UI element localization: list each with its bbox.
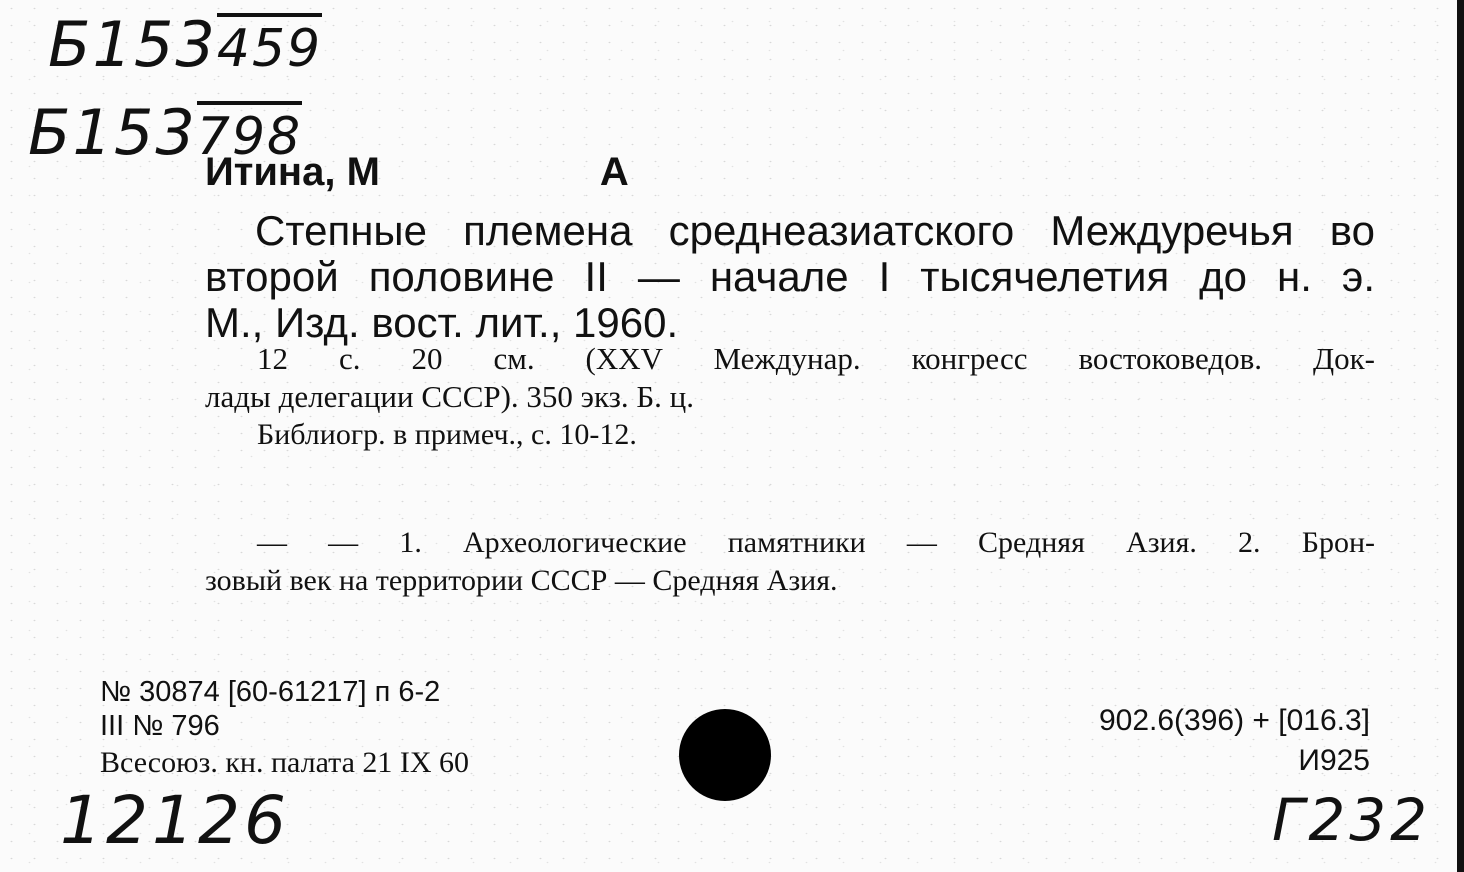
author-mark: И925 (1298, 744, 1370, 777)
subject-headings (205, 524, 1375, 600)
registration-chamber: Всесоюз. кн. палата 21 IX 60 (100, 746, 470, 779)
author-heading (205, 150, 629, 195)
author-surname: Итина, М (205, 150, 380, 194)
location-code: Г232 (1272, 786, 1432, 854)
registration-series: III № 796 (100, 710, 220, 742)
title-block (205, 208, 1375, 346)
description-line: лады делегации СССР). 350 экз. Б. ц. (205, 379, 695, 414)
card-edge (1457, 0, 1464, 872)
title-line: второй половине II — начале I тысячелетия до н. э. (205, 253, 1375, 300)
punch-hole (679, 709, 771, 801)
inventory-number: 12126 (60, 782, 290, 859)
author-initial: А (599, 150, 629, 194)
description-line: 12 с. 20 см. (XXV Междунар. конгресс востоковедов. Док- (257, 341, 1375, 376)
registration-number: № 30874 [60-61217] п 6-2 (100, 676, 441, 708)
shelf-mark-2-sub: 798 (197, 101, 302, 167)
classification-code: 902.6(396) + [016.3] (1098, 704, 1370, 737)
shelf-mark-1 (48, 8, 322, 81)
subject-line: зовый век на территории СССР — Средняя Азия. (205, 564, 838, 597)
shelf-mark-1-main: Б153 (48, 8, 217, 81)
imprint-line: М., Изд. вост. лит., 1960. (205, 299, 679, 346)
shelf-mark-1-sub: 459 (217, 13, 322, 79)
bibliography-note: Библиогр. в примеч., с. 10-12. (257, 418, 637, 451)
physical-description (205, 340, 1375, 416)
title-line: Степные племена среднеазиатского Междуречья во (255, 207, 1375, 254)
shelf-mark-2-main: Б153 (28, 96, 197, 169)
subject-line: — — 1. Археологические памятники — Средняя Азия. 2. Брон- (257, 526, 1375, 559)
